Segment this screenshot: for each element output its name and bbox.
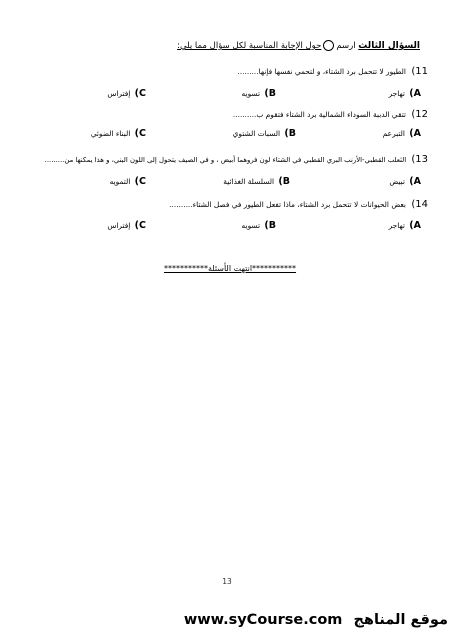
- option-c[interactable]: [44, 128, 146, 142]
- question-number: 13): [411, 154, 428, 165]
- option-b[interactable]: [180, 176, 290, 190]
- option-text: التبرعم: [382, 129, 405, 138]
- option-a[interactable]: [355, 88, 421, 102]
- question-11: [30, 66, 428, 80]
- end-of-questions: ***********انتهت الأسئلة***********: [163, 264, 297, 273]
- section-heading: [40, 40, 420, 56]
- question-12: [30, 109, 428, 123]
- question-text: الثعلب القطبي-الأرنب البري القطبي في الشتاء لون فروهما أبيض ، و في الصيف يتحول إلى اللون البني، و هذا يمكنها من.........: [44, 156, 407, 164]
- option-a[interactable]: [345, 128, 421, 142]
- option-letter: B): [278, 176, 290, 187]
- option-b[interactable]: [196, 220, 276, 234]
- option-letter: B): [264, 220, 276, 231]
- option-text: تسويه: [241, 89, 261, 98]
- option-c[interactable]: [56, 220, 146, 234]
- option-text: إفتراس: [107, 89, 131, 98]
- footer-watermark: [118, 612, 448, 634]
- option-letter: C): [134, 220, 146, 231]
- option-text: تبيض: [389, 177, 405, 186]
- option-a[interactable]: [345, 176, 421, 190]
- question-text: تتقي الدببة السوداء الشمالية برد الشتاء فتقوم ب..........: [232, 110, 406, 119]
- option-text: البناء الضوئي: [90, 129, 131, 138]
- instruction-after: حول الإجابة المناسبة لكل سؤال مما يلي:: [177, 41, 322, 51]
- question-number: 12): [411, 109, 428, 120]
- question-14: [30, 199, 428, 213]
- page-number: 13: [222, 577, 232, 586]
- option-text: السبات الشتوي: [232, 129, 281, 138]
- option-b[interactable]: [196, 128, 296, 142]
- option-text: تسويه: [241, 221, 261, 230]
- option-c[interactable]: [56, 176, 146, 190]
- option-letter: A): [409, 128, 421, 139]
- option-letter: C): [134, 176, 146, 187]
- option-text: تهاجر: [388, 89, 405, 98]
- option-text: السلسلة الغذائية: [223, 177, 275, 186]
- option-c[interactable]: [56, 88, 146, 102]
- option-letter: A): [409, 88, 421, 99]
- option-letter: B): [284, 128, 296, 139]
- option-text: التمويه: [109, 177, 131, 186]
- option-letter: C): [134, 88, 146, 99]
- option-letter: C): [134, 128, 146, 139]
- question-number: 11): [411, 66, 428, 77]
- option-b[interactable]: [196, 88, 276, 102]
- question-13: [30, 154, 428, 168]
- option-text: إفتراس: [107, 221, 131, 230]
- option-a[interactable]: [355, 220, 421, 234]
- option-letter: B): [264, 88, 276, 99]
- section-title: السؤال الثالث: [358, 41, 420, 51]
- option-letter: A): [409, 176, 421, 187]
- circle-icon: [323, 40, 334, 51]
- instruction-before: ارسم: [336, 41, 356, 51]
- question-number: 14): [411, 199, 428, 210]
- option-letter: A): [409, 220, 421, 231]
- question-text: الطيور لا تتحمل برد الشتاء، و لتحمي نفسها فإنها.........: [237, 67, 406, 76]
- question-text: بعض الحيوانات لا تتحمل برد الشتاء، ماذا تفعل الطيور في فصل الشتاء..........: [169, 200, 406, 209]
- option-text: تهاجر: [388, 221, 405, 230]
- site-url[interactable]: www.syCourse.com: [183, 612, 343, 628]
- site-name: موقع المناهج: [353, 612, 448, 628]
